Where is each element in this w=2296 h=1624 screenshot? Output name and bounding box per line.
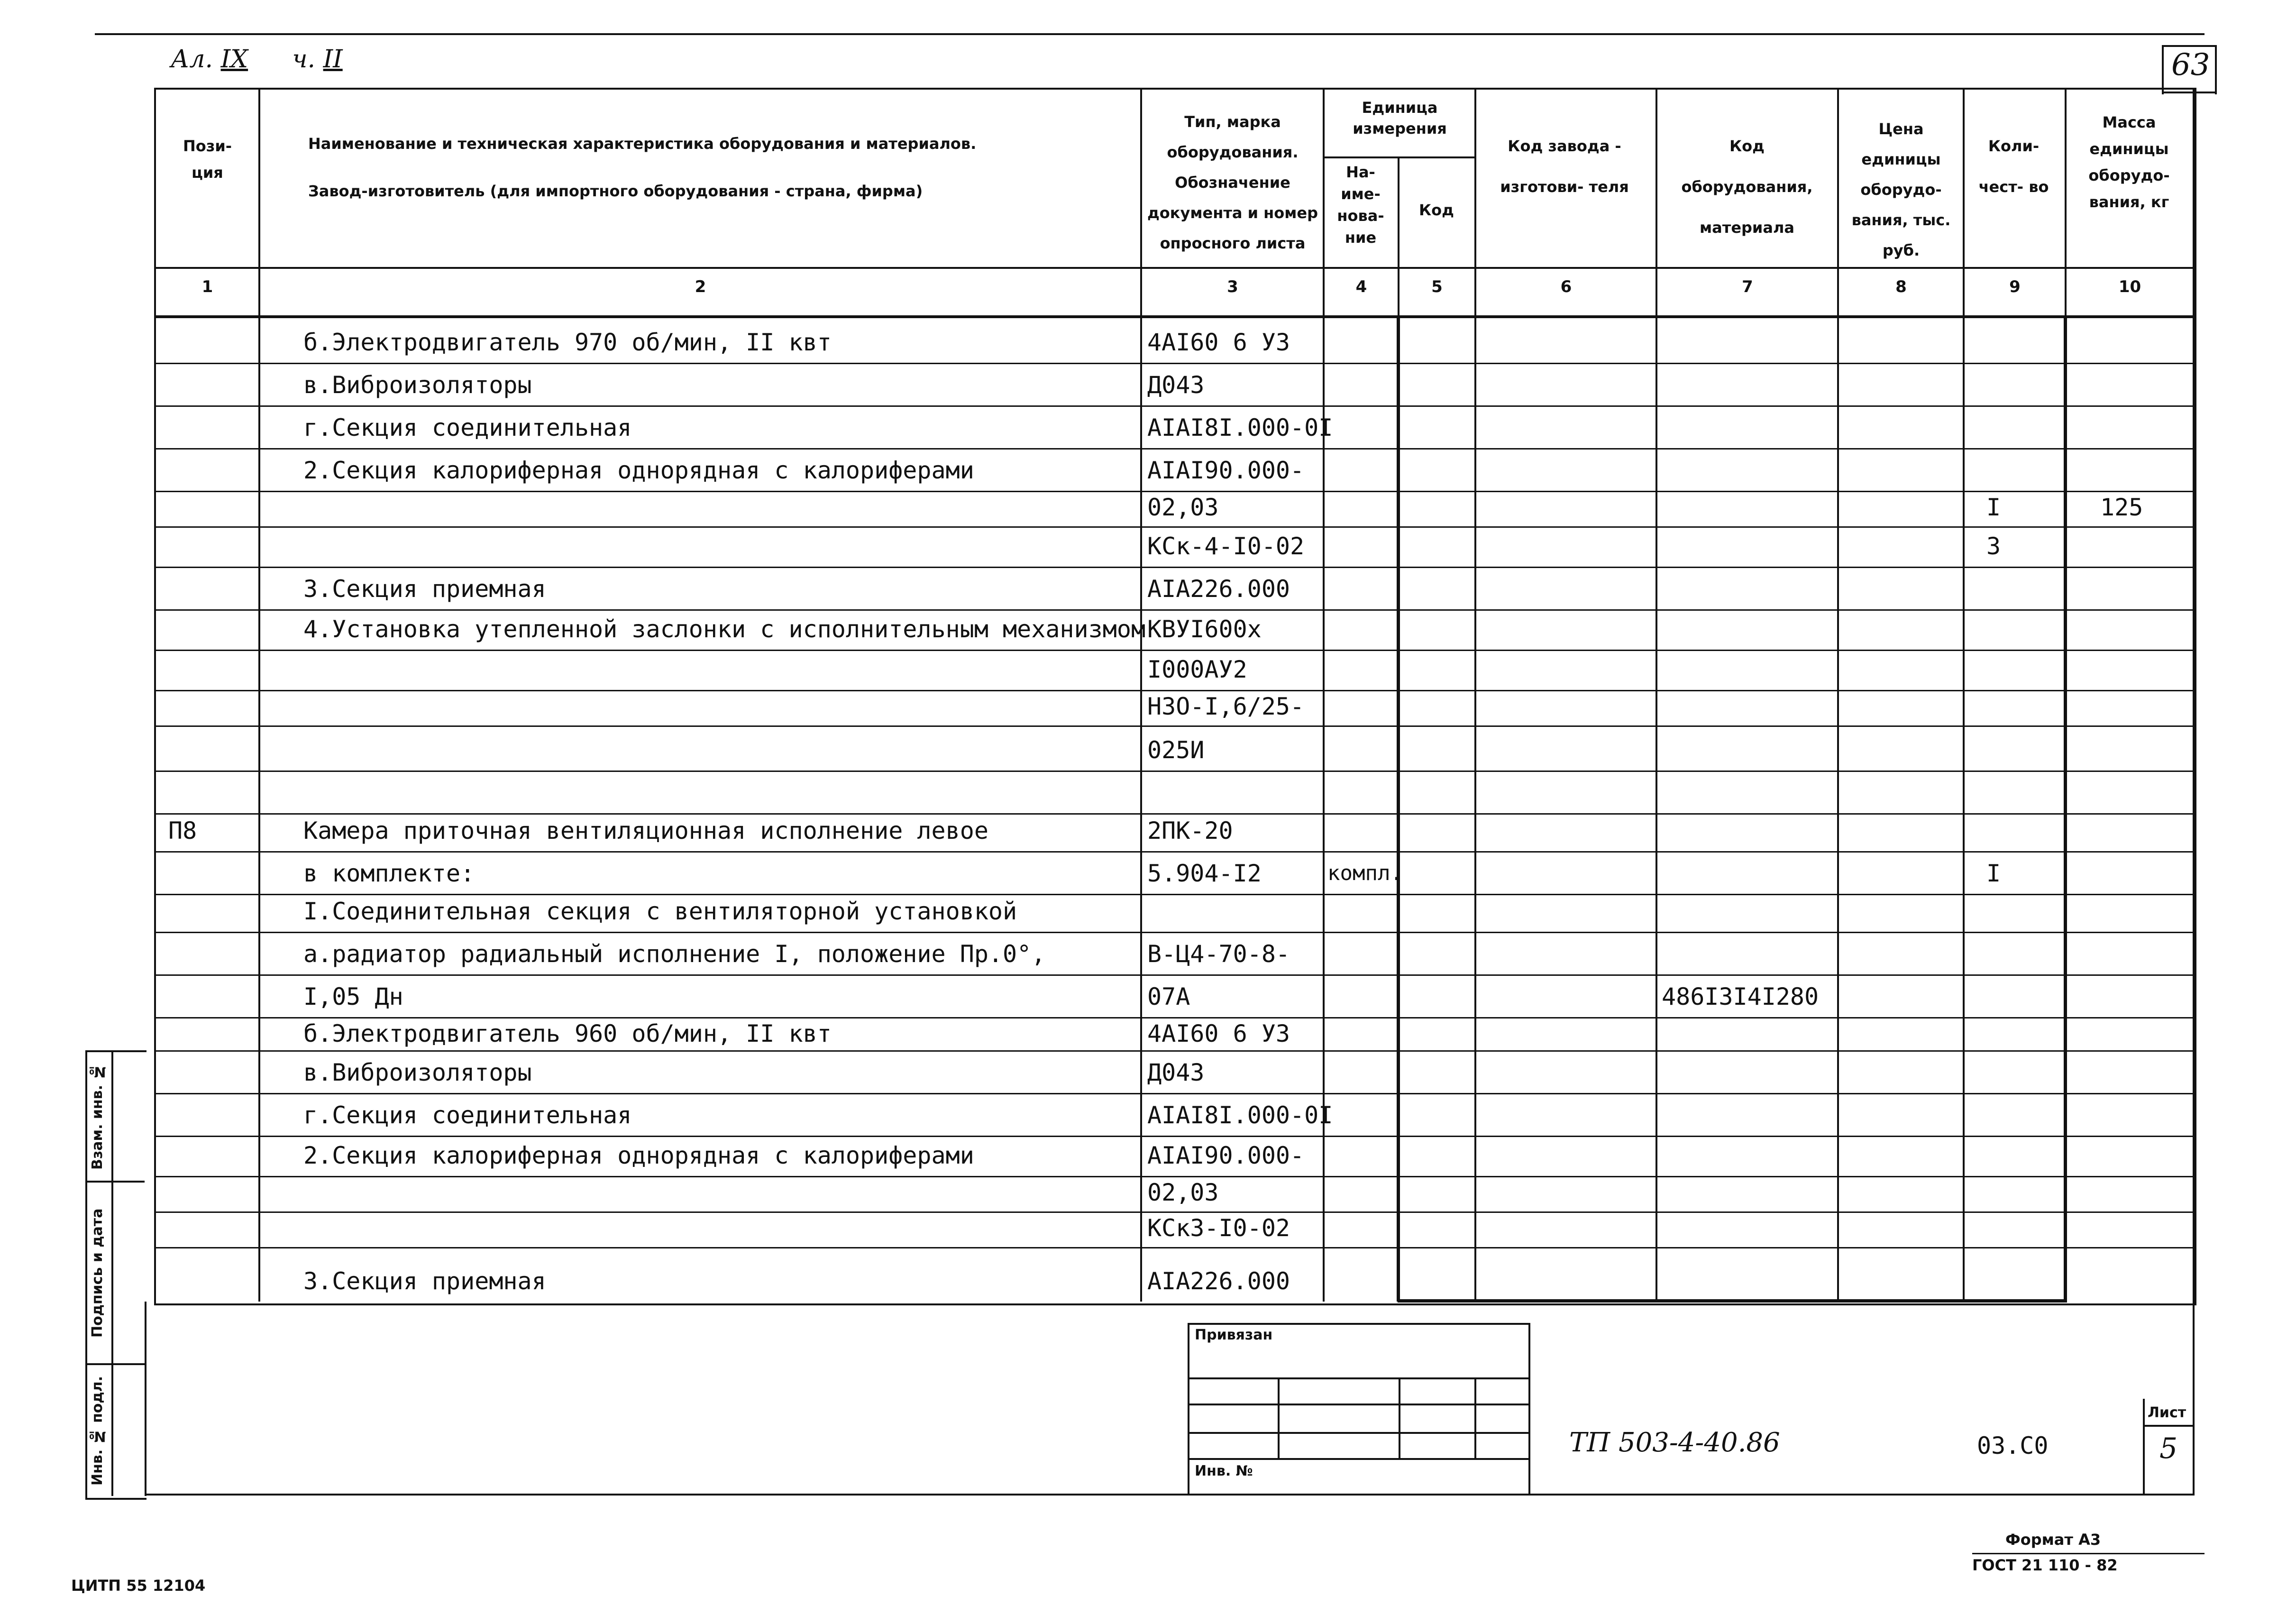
header-price: Цена единицы оборудо- вания, тыс. руб. xyxy=(1851,120,1951,259)
table-row xyxy=(0,650,2296,690)
page-number: 63 xyxy=(2171,47,2210,83)
row-name: I,05 Дн xyxy=(303,983,403,1010)
col-num-6: 6 xyxy=(1560,277,1572,296)
header-plant-code: Код завода - изготови- теля xyxy=(1500,137,1629,196)
table-row xyxy=(0,771,2296,813)
format-label: Формат А3 xyxy=(2005,1531,2101,1549)
album-number: IX xyxy=(220,45,248,73)
row-type: АIА226.000 xyxy=(1147,1267,1290,1295)
row-type: 5.904-I2 xyxy=(1147,860,1262,887)
table-row xyxy=(0,974,2296,1017)
table-row xyxy=(0,363,2296,405)
col-num-7: 7 xyxy=(1742,277,1753,296)
table-row xyxy=(0,1136,2296,1176)
header-position: Пози- ция xyxy=(183,137,232,182)
col-num-2: 2 xyxy=(695,277,706,296)
header-mass: Масса единицы оборудо- вания, кг xyxy=(2088,113,2170,211)
table-row xyxy=(0,1247,2296,1302)
row-type: 025И xyxy=(1147,736,1205,764)
citp-label: ЦИТП 55 12104 xyxy=(71,1577,206,1595)
row-name: б.Электродвигатель 970 об/мин, II квт xyxy=(303,329,832,356)
row-position: П8 xyxy=(168,817,197,844)
table-row xyxy=(0,851,2296,894)
table-row xyxy=(0,491,2296,526)
row-name: 2.Секция калориферная однорядная с калориферами xyxy=(303,1142,974,1169)
table-row xyxy=(0,690,2296,725)
table-row xyxy=(0,609,2296,650)
header-unit-name: На- име- нова- ние xyxy=(1337,163,1384,247)
header-equipment-code: Код оборудования, материала xyxy=(1681,137,1813,237)
row-name: в.Виброизоляторы xyxy=(303,1059,532,1086)
header-name-line2: Завод-изготовитель (для импортного оборудования - страна, фирма) xyxy=(308,182,923,200)
col-num-1: 1 xyxy=(201,277,213,296)
row-type: Д043 xyxy=(1147,1059,1205,1086)
row-type: В-Ц4-70-8- xyxy=(1147,940,1290,968)
list-label: Лист xyxy=(2148,1404,2186,1421)
table-row xyxy=(0,894,2296,932)
gost-label: ГОСТ 21 110 - 82 xyxy=(1972,1556,2118,1574)
album-mark xyxy=(171,45,343,73)
table-row xyxy=(0,1050,2296,1093)
col-num-9: 9 xyxy=(2009,277,2021,296)
row-type: КСк3-I0-02 xyxy=(1147,1214,1290,1242)
row-name: Камера приточная вентиляционная исполнение левое xyxy=(303,817,988,844)
row-name: г.Секция соединительная xyxy=(303,414,632,441)
header-unit: Единица измерения xyxy=(1353,99,1447,138)
row-type: Д043 xyxy=(1147,371,1205,399)
album-label: Ал. xyxy=(171,45,213,73)
col-num-3: 3 xyxy=(1227,277,1238,296)
row-name: в.Виброизоляторы xyxy=(303,371,532,399)
table-row xyxy=(0,526,2296,567)
row-name: I.Соединительная секция с вентиляторной установкой xyxy=(303,898,1017,925)
col-num-5: 5 xyxy=(1431,277,1443,296)
doc-code: ТП 503-4-40.86 xyxy=(1569,1427,1780,1458)
row-type: АIАI8I.000-0I xyxy=(1147,1101,1333,1129)
table-row xyxy=(0,1211,2296,1247)
header-type: Тип, марка оборудования. Обозначение документа и номер опросного листа xyxy=(1147,113,1318,252)
header-name-line1: Наименование и техническая характеристика оборудования и материалов. xyxy=(308,135,977,153)
row-type: 07А xyxy=(1147,983,1190,1010)
part-label: ч. xyxy=(292,45,316,73)
side-label-vzam: Взам. инв. № xyxy=(89,1063,106,1170)
row-type: АIАI8I.000-0I xyxy=(1147,414,1333,441)
stamp-inv-label: Инв. № xyxy=(1195,1463,1253,1479)
row-type: КВУI600х xyxy=(1147,615,1262,643)
row-name: 4.Установка утепленной заслонки с исполнительным механизмом xyxy=(303,615,1146,643)
row-equipment-code: 486I3I4I280 xyxy=(1662,983,1819,1010)
sheet-code: 03.С0 xyxy=(1977,1432,2049,1459)
row-type: I000АУ2 xyxy=(1147,656,1247,683)
header-quantity: Коли- чест- во xyxy=(1978,137,2049,196)
table-row xyxy=(0,1176,2296,1211)
col-num-4: 4 xyxy=(1355,277,1367,296)
side-label-inv-podl: Инв. № подл. xyxy=(89,1376,106,1486)
row-name: 3.Секция приемная xyxy=(303,575,546,603)
row-type: 02,03 xyxy=(1147,494,1219,521)
row-type: НЗО-I,6/25- xyxy=(1147,693,1305,720)
table-row xyxy=(0,567,2296,609)
row-name: г.Секция соединительная xyxy=(303,1101,632,1129)
row-type: 4АI60 6 УЗ xyxy=(1147,1020,1290,1047)
table-row xyxy=(0,725,2296,771)
row-name: 2.Секция калориферная однорядная с калориферами xyxy=(303,457,974,484)
table-row xyxy=(0,405,2296,448)
row-quantity: I xyxy=(1986,860,2001,887)
row-quantity: I xyxy=(1986,494,2001,521)
part-number: II xyxy=(323,45,343,73)
row-unit: компл. xyxy=(1327,861,1403,885)
col-num-10: 10 xyxy=(2118,277,2141,296)
header-unit-code: Код xyxy=(1419,201,1454,219)
row-type: КСк-4-I0-02 xyxy=(1147,532,1305,560)
row-name: 3.Секция приемная xyxy=(303,1267,546,1295)
side-label-podpis: Подпись и дата xyxy=(89,1208,106,1338)
stamp-privyazan-label: Привязан xyxy=(1195,1327,1273,1343)
row-quantity: 3 xyxy=(1986,532,2001,560)
table-row xyxy=(0,813,2296,851)
table-row xyxy=(0,1017,2296,1050)
col-num-8: 8 xyxy=(1895,277,1907,296)
row-type: 2ПК-20 xyxy=(1147,817,1233,844)
row-name: б.Электродвигатель 960 об/мин, II квт xyxy=(303,1020,832,1047)
row-type: АIАI90.000- xyxy=(1147,1142,1305,1169)
row-mass: 125 xyxy=(2100,494,2143,521)
table-row xyxy=(0,318,2296,363)
row-type: 02,03 xyxy=(1147,1179,1219,1206)
table-row xyxy=(0,1093,2296,1136)
row-type: АIА226.000 xyxy=(1147,575,1290,603)
row-name: а.радиатор радиальный исполнение I, положение Пр.0°, xyxy=(303,940,1046,968)
row-type: АIАI90.000- xyxy=(1147,457,1305,484)
table-row xyxy=(0,448,2296,491)
list-number: 5 xyxy=(2159,1432,2178,1465)
row-name: в комплекте: xyxy=(303,860,475,887)
row-type: 4АI60 6 УЗ xyxy=(1147,329,1290,356)
table-row xyxy=(0,932,2296,974)
